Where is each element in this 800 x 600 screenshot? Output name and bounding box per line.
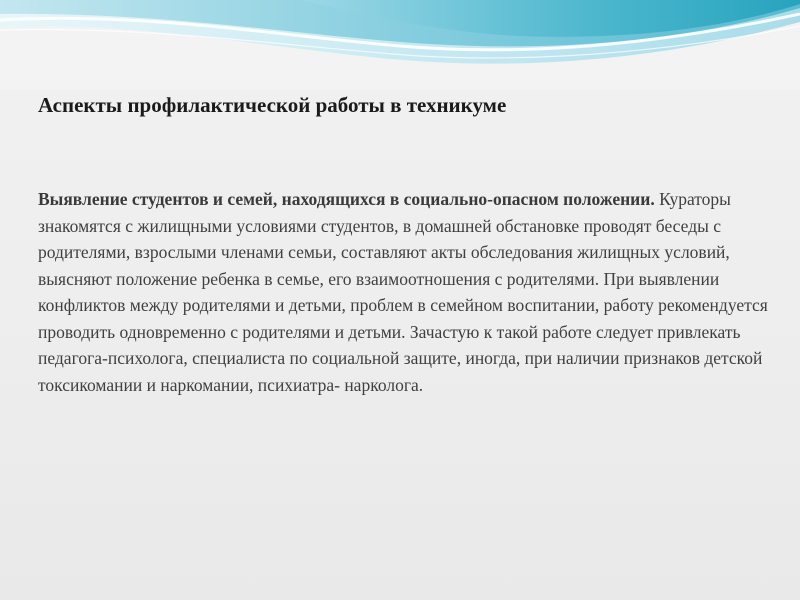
slide-title: Аспекты профилактической работы в техникуме <box>38 93 507 117</box>
decorative-wave-banner <box>0 0 800 90</box>
slide-body-lead: Выявление студентов и семей, находящихся в социально-опасном положении. <box>38 189 655 209</box>
slide-body <box>38 186 770 398</box>
slide-body-text: Кураторы знакомятся с жилищными условиями студентов, в домашней обстановке проводят беседы с родителями, взрослыми членами семьи, составляют акты обследования жилищных условий, выясняют положение ребенка в семье, его взаимоотношения с родителями. При выявлении конфликтов между родителями и детьми, проблем в семейном воспитании, работу рекомендуется проводить одновременно с родителями и детьми. Зачастую к такой работе следует привлекать педагога-психолога, специалиста по социальной защите, иногда, при наличии признаков детской токсикомании и наркомании, психиатра- нарколога. <box>38 189 768 395</box>
